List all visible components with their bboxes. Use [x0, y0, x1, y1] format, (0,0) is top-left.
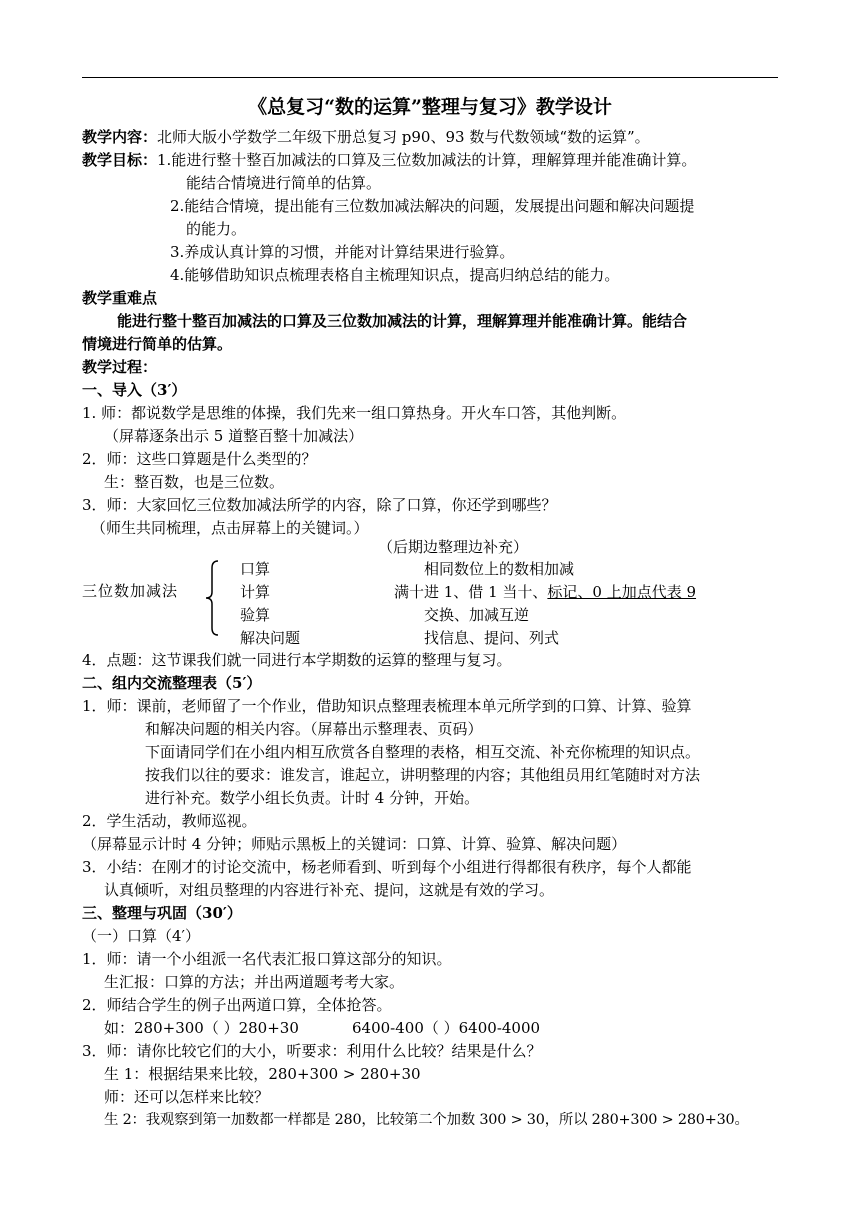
- goal-1a: 1.能进行整十整百加减法的口算及三位数加减法的计算，理解算理并能准确计算。: [157, 151, 697, 169]
- tree-item-name: 计算: [240, 583, 271, 601]
- tree-item-name: 解决问题: [240, 629, 301, 647]
- section-3-line-6: 生 1：根据结果来比较，280+300 > 280+30: [104, 1065, 421, 1083]
- content-text: 北师大版小学数学二年级下册总复习 p90、93 数与代数领域“数的运算”。: [157, 128, 650, 146]
- curly-brace-icon: [204, 560, 220, 636]
- content-line: [82, 126, 650, 148]
- content-label: 教学内容：: [82, 128, 158, 146]
- tree-item-desc-plain: 满十进 1、借 1 当十、: [394, 583, 548, 601]
- section-3-line-7: 师：还可以怎样来比较？: [104, 1088, 270, 1106]
- section-2-line-4: 按我们以往的要求：谁发言，谁起立，讲明整理的内容；其他组员用红笔随时对方法: [145, 766, 701, 784]
- goal-3: 3.养成认真计算的习惯，并能对计算结果进行验算。: [170, 243, 515, 261]
- tree-item-desc: [394, 581, 696, 603]
- section-2-line-3: 下面请同学们在小组内相互欣赏各自整理的表格，相互交流、补充你梳理的知识点。: [145, 743, 701, 761]
- process-heading: 教学过程：: [82, 358, 158, 376]
- goals-line-1: [82, 149, 696, 171]
- section-1-line-3: 2．师：这些口算题是什么类型的？: [82, 450, 317, 468]
- goal-2a: 2.能结合情境，提出能有三位数加减法解决的问题，发展提出问题和解决问题提: [170, 197, 695, 215]
- section-3-line-3: 2．师结合学生的例子出两道口算，全体抢答。: [82, 996, 392, 1014]
- section-2-heading: 二、组内交流整理表（5′）: [82, 674, 262, 692]
- section-2-line-2: 和解决问题的相关内容。（屏幕出示整理表、页码）: [145, 720, 483, 738]
- section-1-line-7: 4．点题：这节课我们就一同进行本学期数的运算的整理与复习。: [82, 651, 512, 669]
- tree-item-name: 口算: [240, 560, 271, 578]
- section-2-line-1: 1．师：课前，老师留了一个作业，借助知识点整理表梳理本单元所学到的口算、计算、验算: [82, 697, 692, 715]
- key-points-heading: 教学重难点: [82, 289, 158, 307]
- key-points-line-2: 情境进行简单的估算。: [82, 335, 233, 353]
- section-2-line-7: （屏幕显示计时 4 分钟；师贴示黑板上的关键词：口算、计算、验算、解决问题）: [82, 835, 627, 853]
- document-title: 《总复习“数的运算”整理与复习》教学设计: [248, 96, 612, 118]
- tree-root: 三位数加减法: [82, 582, 179, 600]
- section-1-line-5: 3．师：大家回忆三位数加减法所学的内容，除了口算，你还学到哪些？: [82, 496, 557, 514]
- tree-item-desc: 相同数位上的数相加减: [424, 560, 575, 578]
- section-1-heading: 一、导入（3′）: [82, 381, 187, 399]
- goal-1b: 能结合情境进行简单的估算。: [186, 174, 382, 192]
- section-2-line-6: 2．学生活动，教师巡视。: [82, 812, 257, 830]
- tree-item-name: 验算: [240, 606, 271, 624]
- section-3-subheading: （一）口算（4′）: [82, 927, 200, 945]
- goal-4: 4.能够借助知识点梳理表格自主梳理知识点，提高归纳总结的能力。: [170, 266, 620, 284]
- tree-item-desc: 交换、加减互逆: [424, 606, 530, 624]
- section-3-heading: 三、整理与巩固（30′）: [82, 904, 242, 922]
- section-3-line-2: 生汇报：口算的方法；并出两道题考考大家。: [104, 973, 405, 991]
- section-3-example-1: 如：280+300（ ）280+30: [104, 1019, 299, 1037]
- tree-item-desc-underlined: 标记、0 上加点代表 9: [547, 583, 697, 601]
- goal-2b: 的能力。: [186, 220, 247, 238]
- section-3-example-2: 6400-400（ ）6400-4000: [352, 1019, 541, 1037]
- section-1-line-6: （师生共同梳理，点击屏幕上的关键词。）: [91, 519, 369, 537]
- tree-note: （后期边整理边补充）: [378, 538, 529, 556]
- section-3-line-5: 3．师：请你比较它们的大小，听要求：利用什么比较？结果是什么？: [82, 1042, 542, 1060]
- header-rule: [82, 77, 778, 78]
- section-3-line-1: 1．师：请一个小组派一名代表汇报口算这部分的知识。: [82, 950, 452, 968]
- goals-label: 教学目标：: [82, 151, 158, 169]
- section-2-line-5: 进行补充。数学小组长负责。计时 4 分钟，开始。: [145, 789, 480, 807]
- section-3-line-8: 生 2：我观察到第一加数都一样都是 280，比较第二个加数 300 > 30，所以 280+300 > 280+30。: [104, 1112, 749, 1128]
- section-1-line-2: （屏幕逐条出示 5 道整百整十加减法）: [104, 427, 364, 445]
- key-points-line-1: 能进行整十整百加减法的口算及三位数加减法的计算，理解算理并能准确计算。能结合: [117, 312, 688, 330]
- section-2-line-9: 认真倾听，对组员整理的内容进行补充、提问，这就是有效的学习。: [104, 881, 555, 899]
- tree-item-desc: 找信息、提问、列式: [424, 629, 560, 647]
- section-1-line-1: 1. 师：都说数学是思维的体操，我们先来一组口算热身。开火车口答，其他判断。: [82, 404, 627, 422]
- section-1-line-4: 生：整百数，也是三位数。: [104, 473, 285, 491]
- section-2-line-8: 3．小结：在刚才的讨论交流中，杨老师看到、听到每个小组进行得都很有秩序，每个人都能: [82, 858, 692, 876]
